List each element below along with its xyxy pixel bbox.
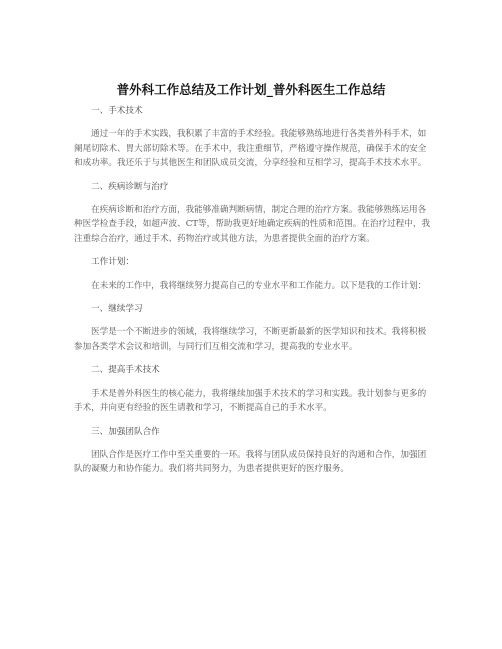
section-heading-teamwork: 三、加强团队合作 [91, 426, 160, 437]
paragraph-surgical-skills: 通过一年的手术实践，我积累了丰富的手术经验。我能够熟练地进行各类普外科手术，如阑尾切除术、胃大部切除术等。在手术中，我注重细节，严格遵守操作规范，确保手术的安全和成功率。我还乐于与其他医生和团队成员交流，分享经验和互相学习，提高手术技术水平。 [74, 129, 427, 169]
section-heading-diagnosis-treatment: 二、疾病诊断与治疗 [91, 181, 169, 192]
section-heading-continue-learning: 一、继续学习 [91, 304, 143, 315]
document-title: 普外科工作总结及工作计划_普外科医生工作总结 [116, 82, 386, 97]
paragraph-work-plan-intro: 在未来的工作中，我将继续努力提高自己的专业水平和工作能力。以下是我的工作计划： [91, 280, 427, 291]
section-heading-surgical-skills: 一、手术技术 [91, 106, 143, 116]
paragraph-improve-surgery: 手术是普外科医生的核心能力，我将继续加强手术技术的学习和实践。我计划参与更多的手术，并向更有经验的医生请教和学习，不断提高自己的手术水平。 [74, 388, 427, 414]
paragraph-continue-learning: 医学是一个不断进步的领域，我将继续学习，不断更新最新的医学知识和技术。我将积极参加各类学术会议和培训，与同行们互相交流和学习，提高我的专业水平。 [74, 327, 427, 352]
section-heading-work-plan: 工作计划： [91, 257, 134, 268]
paragraph-teamwork: 团队合作是医疗工作中至关重要的一环。我将与团队成员保持良好的沟通和合作，加强团队的凝聚力和协作能力。我们将共同努力，为患者提供更好的医疗服务。 [74, 449, 427, 475]
document-body [74, 104, 434, 486]
section-heading-improve-surgery: 二、提高手术技术 [91, 365, 160, 376]
paragraph-diagnosis-treatment: 在疾病诊断和治疗方面，我能够准确判断病情，制定合理的治疗方案。我能够熟练运用各种医学检查手段，如超声波、CT等，帮助我更好地确定疾病的性质和范围。在治疗过程中，我注重综合治疗，通过手术、药物治疗或其他方法，为患者提供全面的治疗方案。 [74, 205, 431, 244]
